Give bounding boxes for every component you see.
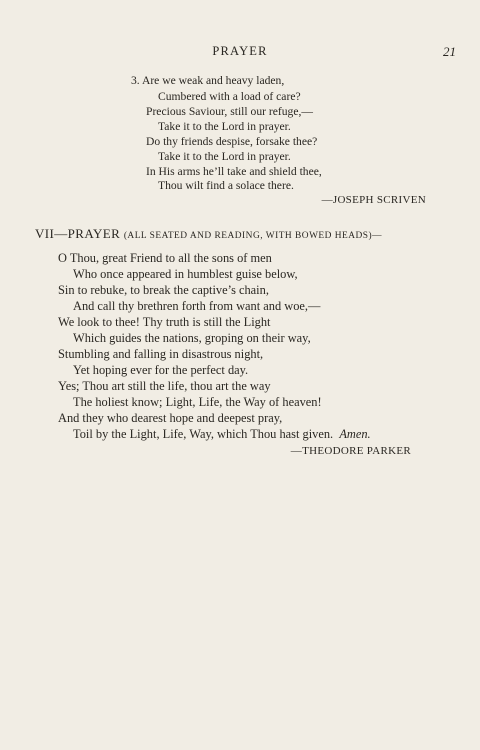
hymn-author: —JOSEPH SCRIVEN (321, 194, 426, 206)
prayer-line: Stumbling and falling in disastrous night, (58, 347, 264, 361)
hymn-line: Take it to the Lord in prayer. (158, 120, 291, 133)
page-number: 21 (443, 44, 456, 59)
prayer-line: We look to thee! Thy truth is still the Light (58, 315, 271, 329)
hymn-line: 3. Are we weak and heavy laden, (131, 74, 285, 87)
prayer-line: And call thy brethren forth from want and woe,— (73, 299, 321, 313)
prayer-line: Yes; Thou art still the life, thou art the way (58, 379, 271, 393)
hymn-line: In His arms he’ll take and shield thee, (146, 165, 322, 178)
section-title: VII—PRAYER (35, 226, 121, 241)
prayer-line: Which guides the nations, groping on their way, (73, 331, 311, 345)
amen-closing: Amen. (339, 427, 371, 441)
hymn-line: Do thy friends despise, forsake thee? (146, 135, 318, 148)
prayer-line: Who once appeared in humblest guise below, (73, 267, 298, 281)
prayer-line-last (73, 426, 371, 442)
prayer-line-text: Toil by the Light, Life, Way, which Thou hast given. (73, 427, 334, 441)
section-instruction: (ALL SEATED AND READING, WITH BOWED HEADS)— (123, 231, 383, 241)
prayer-line: O Thou, great Friend to all the sons of men (58, 251, 272, 265)
prayer-line: Sin to rebuke, to break the captive’s chain, (58, 283, 269, 297)
running-title: PRAYER (212, 44, 268, 58)
hymn-line: Take it to the Lord in prayer. (158, 150, 291, 163)
hymn-line: Thou wilt find a solace there. (158, 179, 294, 192)
prayer-author: —THEODORE PARKER (290, 445, 411, 457)
hymn-line: Precious Saviour, still our refuge,— (146, 105, 313, 118)
prayer-line: Yet hoping ever for the perfect day. (73, 363, 249, 377)
prayer-line: The holiest know; Light, Life, the Way of heaven! (73, 395, 322, 409)
hymn-line: Cumbered with a load of care? (158, 90, 301, 103)
section-heading (35, 226, 382, 242)
prayer-line: And they who dearest hope and deepest pray, (58, 411, 283, 425)
